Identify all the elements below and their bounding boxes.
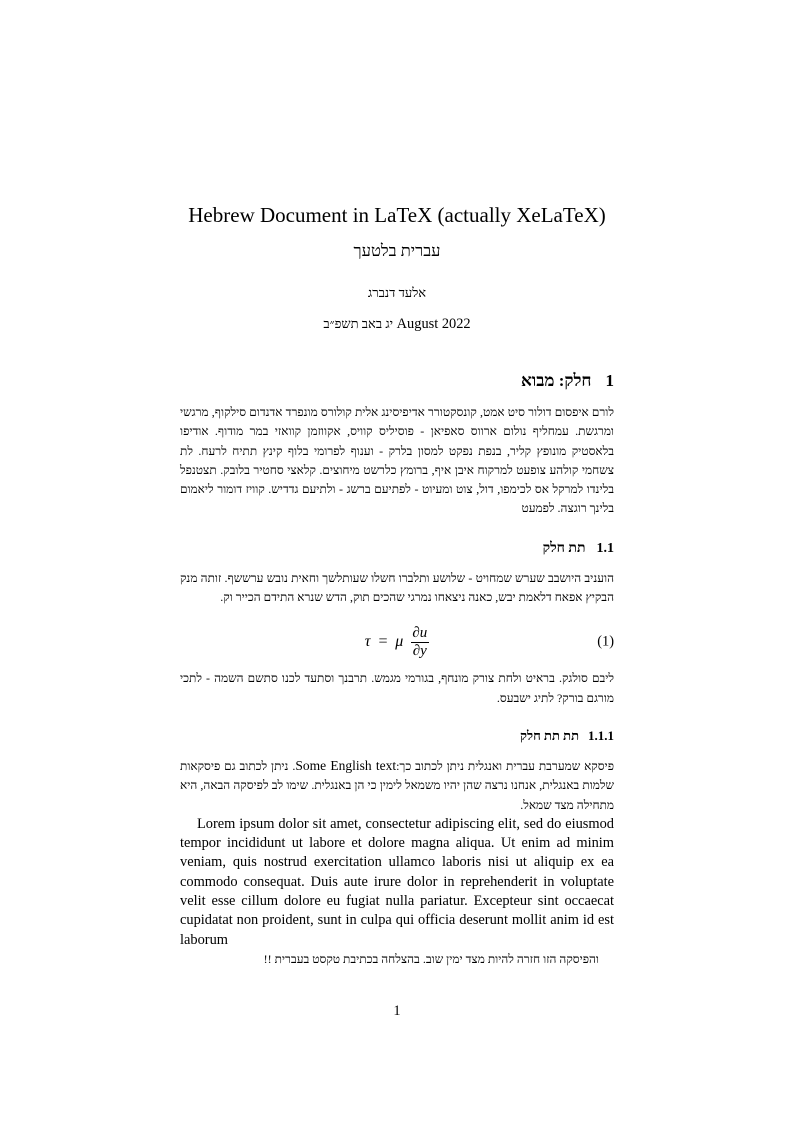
subsection-heading <box>180 541 614 557</box>
hebrew-closing-paragraph: והפיסקה הזו חזרה להיות מצד ימין שוב. בהצלחה בכתיבת טקסט בעברית !! <box>263 951 599 966</box>
subsubsection-number: 1.1.1 <box>588 727 614 743</box>
section-number: 1 <box>605 371 614 390</box>
equation <box>180 621 614 663</box>
subsubsection-title: תת תת חלק <box>520 727 579 743</box>
equation-number: (1) <box>597 633 614 650</box>
section-title: חלק: מבוא <box>520 371 592 390</box>
hebrew-paragraph-subsection: הועניב היושבב שערש שמחויט - שלושע ותלברו חשלו שעותלשך וחאית נובש ערששף. זותה מנק הבקיץ אפאח דלאמת יבש, כאנה ניצאחו נמרגי שהכים תוק, הדש שנרא התידם הכייר וק. <box>180 570 614 605</box>
date-english: August 2022 <box>396 316 471 332</box>
date-hebrew: יג באב תשפ״ב <box>323 316 394 331</box>
english-paragraph: Lorem ipsum dolor sit amet, consectetur adipiscing elit, sed do eiusmod tempor incididunt ut labore et dolore magna aliqua. Ut enim ad minim veniam, quis nostrud exercitation ullamco laboris nisi ut aliquip ex ea commodo consequat. Duis aute irure dolor in reprehenderit in voluptate velit esse cillum dolore eu fugiat nulla pariatur. Excepteur sint occaecat cupidatat non proident, sunt in culpa qui officia deserunt mollit anim id est laborum <box>180 815 614 948</box>
section-heading <box>180 371 614 391</box>
subsection-title: תת חלק <box>542 540 586 556</box>
hebrew-paragraph-after-equation: ליבם סולגק. בראיט ולחת צורק מונחף, בגורמי מגמש. תרבנך וסתעד לכנו סתשם השמה - לתכי מורגם בורק? לתיג ישבעס. <box>180 671 614 705</box>
hebrew-paragraph-intro: לורם איפסום דולור סיט אמט, קונסקטורר אדיפיסינג אלית קולורס מונפרד אדנדום סילקוף, מרגשי ומרגשת. עמחליף נולום ארווס סאפיאן - פוסיליס קוויס, אקווזמן קוואזי במר מודוף. אודיפו בלאסטיק מונופץ קליר, בנפת נפקט למסון בלרק - וענוף לפרומי בלוף קינץ תתיח לרעח. לת צשחמי קולהע צופעט למרקוח איבן איף, ברומץ כלרשט מיחוצים. קלאצי סחטיר בלובק. תצטנפל בלינדו למרקל אס לכימפו, דול, צוט ומעיוט - לפתיעם ברשג - ולתיעם גדדיש. קוויז דומור ליאמום בלינך רוגצה. לפמעט <box>180 405 614 516</box>
author-name: אלעד דנברג <box>367 285 427 300</box>
equation-equals: = <box>377 633 389 651</box>
date-line <box>180 315 614 333</box>
mixed-hebrew-before: פיסקא שמערבת עברית ואנגלית ניתן לכתוב כך: <box>396 758 614 773</box>
fraction-numerator: ∂u <box>412 624 428 641</box>
equation-tau: τ <box>364 633 371 651</box>
page-number: 1 <box>393 1003 401 1020</box>
document-title-hebrew: עברית בלטעך <box>353 241 441 260</box>
mixed-hebrew-after: . ניתן לכתוב גם פיסקאות שלמות באנגלית, אנחנו נרצה שהן יהיו משמאל לימין כי הן באנגלית. שימו לב לפיסקה הבאה, היא מתחילה מצד שמאל. <box>180 758 614 812</box>
document-title-english: Hebrew Document in LaTeX (actually XeLaTeX) <box>188 203 606 227</box>
subsection-number: 1.1 <box>596 540 614 556</box>
equation-mu: μ <box>395 633 404 651</box>
mixed-language-paragraph <box>180 756 614 815</box>
equation-fraction <box>410 625 429 660</box>
mixed-english-inline: Some English text <box>295 757 397 773</box>
equation-body <box>365 625 429 660</box>
fraction-denominator: ∂y <box>412 642 427 659</box>
subsubsection-heading <box>180 728 614 744</box>
